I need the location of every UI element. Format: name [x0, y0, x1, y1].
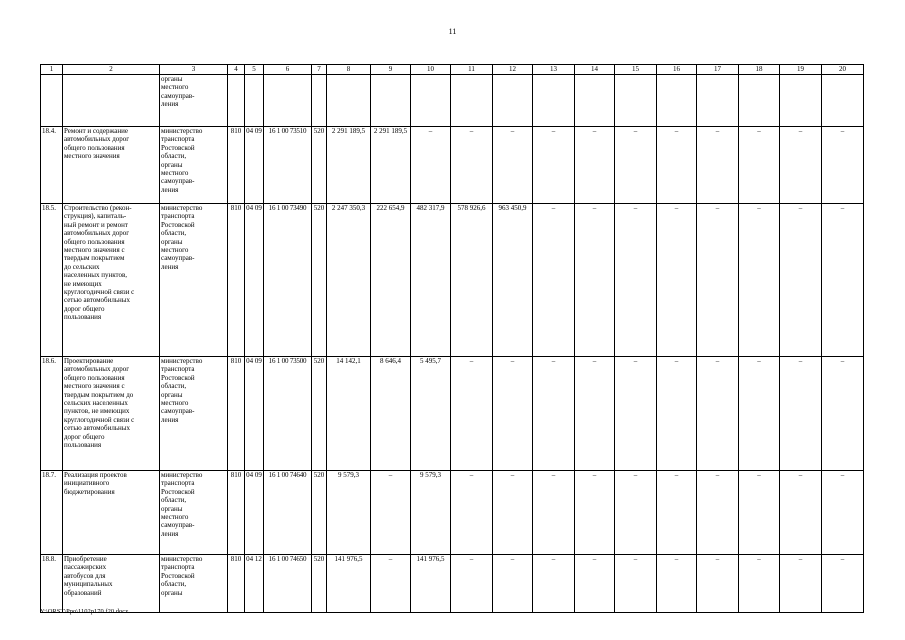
executor-line: самоуправ- — [161, 91, 195, 100]
item-name-line: дорог общего — [64, 432, 105, 441]
expense-type-cell: 520 — [312, 204, 327, 357]
executor-line: транспорта — [161, 135, 195, 144]
total-amount-cell: 14 142,1 — [327, 357, 371, 471]
executor-line: Ростовской — [161, 220, 195, 229]
item-name-line: автомобильных дорог — [64, 229, 130, 238]
table-row — [41, 204, 864, 357]
year-amount-cell: – — [451, 555, 493, 613]
column-number-cell: 3 — [160, 65, 228, 75]
empty-cell — [697, 75, 739, 127]
executor-line: органы — [161, 504, 183, 513]
year-amount-cell: – — [697, 357, 739, 471]
year-amount-cell: – — [533, 204, 575, 357]
executor-line: органы — [161, 237, 183, 246]
year-amount-cell: – — [739, 357, 780, 471]
table-row — [41, 127, 864, 204]
column-number-cell: 16 — [657, 65, 697, 75]
year-amount-cell: – — [697, 127, 739, 204]
item-name-line: автомобильных дорог — [64, 135, 130, 144]
year-amount-cell: – — [822, 357, 864, 471]
column-number-cell: 8 — [327, 65, 371, 75]
year-amount-cell: – — [739, 127, 780, 204]
executor-line: ления — [161, 262, 179, 271]
year-amount-cell: – — [697, 471, 739, 555]
year-amount-cell: – — [411, 127, 451, 204]
executor-line: ления — [161, 185, 179, 194]
table-row — [41, 471, 864, 555]
empty-cell — [780, 75, 822, 127]
item-name-line: сетью автомобильных — [64, 424, 130, 433]
executor-line: области, — [161, 152, 187, 161]
empty-cell — [493, 75, 533, 127]
item-name-line: общего пользования — [64, 237, 125, 246]
executor-line: Ростовской — [161, 487, 195, 496]
executor-line: области, — [161, 382, 187, 391]
year-amount-cell: 482 317,9 — [411, 204, 451, 357]
empty-cell — [739, 75, 780, 127]
empty-cell — [264, 75, 312, 127]
table-row — [41, 75, 864, 127]
executor-line: Ростовской — [161, 143, 195, 152]
year-amount-cell: 5 495,7 — [411, 357, 451, 471]
executor-line: самоуправ- — [161, 407, 195, 416]
target-article-cell: 16 1 00 73490 — [264, 204, 312, 357]
year-amount-cell: – — [533, 127, 575, 204]
year-amount-cell: – — [657, 471, 697, 555]
item-name-line: ный ремонт и ремонт — [64, 220, 128, 229]
executor-line: органы — [161, 160, 183, 169]
footer-file-path: Y:\ORST\Ppo\1102p170.f20.docx — [40, 608, 129, 615]
item-name-line: сельских населенных — [64, 399, 128, 408]
item-name-line: автобусов для — [64, 571, 106, 580]
year-amount-cell: – — [533, 357, 575, 471]
year-amount-cell: – — [780, 471, 822, 555]
table-row — [41, 555, 864, 613]
item-name-line: Проектирование — [64, 357, 114, 365]
year-amount-cell: – — [739, 555, 780, 613]
executor-line: области, — [161, 496, 187, 505]
executor-cell — [160, 357, 228, 471]
item-name-line: дорог общего — [64, 304, 105, 313]
item-name-cell — [63, 127, 160, 204]
year-amount-cell: – — [451, 471, 493, 555]
executor-cell — [160, 127, 228, 204]
executor-line: министерство — [161, 555, 203, 563]
column-number-cell: 20 — [822, 65, 864, 75]
item-name-line: населенных пунктов, — [64, 271, 128, 280]
expense-type-cell: 520 — [312, 127, 327, 204]
item-name-line: автомобильных дорог — [64, 365, 130, 374]
empty-cell — [245, 75, 264, 127]
empty-cell — [41, 75, 63, 127]
year-amount-cell: – — [739, 471, 780, 555]
executor-line: самоуправ- — [161, 177, 195, 186]
executor-cell — [160, 555, 228, 613]
item-name-cell — [63, 357, 160, 471]
section-code-cell: 04 12 — [245, 555, 264, 613]
expense-type-cell: 520 — [312, 357, 327, 471]
executor-line: Ростовской — [161, 373, 195, 382]
grbs-code-cell: 810 — [228, 471, 245, 555]
item-number-cell: 18.8. — [41, 555, 63, 613]
item-name-line: струкция), капиталь- — [64, 212, 127, 221]
item-name-line: бюджетирования — [64, 487, 115, 496]
executor-line: местного — [161, 83, 189, 92]
executor-line: транспорта — [161, 365, 195, 374]
year-amount-cell: – — [780, 127, 822, 204]
item-name-line: пользования — [64, 313, 102, 322]
page-number: 11 — [448, 27, 457, 36]
executor-line: местного — [161, 169, 189, 178]
year-amount-cell: – — [575, 555, 615, 613]
year-amount-cell: 2 291 189,5 — [371, 127, 411, 204]
executor-line: Ростовской — [161, 571, 195, 580]
year-amount-cell: 963 450,9 — [493, 204, 533, 357]
empty-cell — [371, 75, 411, 127]
item-name-line: общего пользования — [64, 143, 125, 152]
year-amount-cell: – — [533, 555, 575, 613]
empty-cell — [411, 75, 451, 127]
year-amount-cell: – — [575, 471, 615, 555]
target-article-cell: 16 1 00 74640 — [264, 471, 312, 555]
item-name-cell — [63, 555, 160, 613]
item-number-cell: 18.4. — [41, 127, 63, 204]
item-name-line: сетью автомобильных — [64, 296, 130, 305]
executor-line: местного — [161, 399, 189, 408]
executor-line: области, — [161, 580, 187, 589]
executor-line: ления — [161, 415, 179, 424]
column-number-cell: 18 — [739, 65, 780, 75]
year-amount-cell: – — [493, 357, 533, 471]
column-number-cell: 9 — [371, 65, 411, 75]
year-amount-cell: – — [780, 357, 822, 471]
item-name-line: пользования — [64, 441, 102, 450]
item-number-cell: 18.5. — [41, 204, 63, 357]
year-amount-cell: – — [451, 357, 493, 471]
item-name-line: Ремонт и содержание — [64, 127, 129, 135]
executor-line: министерство — [161, 127, 203, 135]
table-row — [41, 357, 864, 471]
executor-line: самоуправ- — [161, 521, 195, 530]
grbs-code-cell: 810 — [228, 357, 245, 471]
executor-line: области, — [161, 229, 187, 238]
empty-cell — [451, 75, 493, 127]
year-amount-cell: – — [697, 204, 739, 357]
column-number-cell: 14 — [575, 65, 615, 75]
item-name-line: местного значения — [64, 152, 120, 161]
executor-line: министерство — [161, 204, 203, 212]
grbs-code-cell: 810 — [228, 555, 245, 613]
year-amount-cell: – — [822, 127, 864, 204]
item-name-line: местного значения с — [64, 382, 125, 391]
target-article-cell: 16 1 00 73500 — [264, 357, 312, 471]
year-amount-cell: – — [657, 204, 697, 357]
year-amount-cell: – — [615, 555, 657, 613]
column-number-cell: 11 — [451, 65, 493, 75]
expense-type-cell: 520 — [312, 471, 327, 555]
item-number-cell: 18.7. — [41, 471, 63, 555]
column-number-cell: 15 — [615, 65, 657, 75]
executor-line: органы — [161, 588, 183, 597]
year-amount-cell: – — [657, 127, 697, 204]
total-amount-cell: 2 291 189,5 — [327, 127, 371, 204]
total-amount-cell: 141 976,5 — [327, 555, 371, 613]
empty-cell — [615, 75, 657, 127]
item-name-line: местного значения с — [64, 246, 125, 255]
column-number-cell: 10 — [411, 65, 451, 75]
item-name-line: Приобретение — [64, 555, 107, 563]
section-code-cell: 04 09 — [245, 471, 264, 555]
year-amount-cell: 222 654,9 — [371, 204, 411, 357]
total-amount-cell: 9 579,3 — [327, 471, 371, 555]
year-amount-cell: – — [451, 127, 493, 204]
grbs-code-cell: 810 — [228, 127, 245, 204]
executor-line: самоуправ- — [161, 254, 195, 263]
year-amount-cell: – — [657, 357, 697, 471]
year-amount-cell: – — [739, 204, 780, 357]
column-number-cell: 19 — [780, 65, 822, 75]
year-amount-cell: – — [615, 357, 657, 471]
executor-line: министерство — [161, 357, 203, 365]
empty-cell — [63, 75, 160, 127]
year-amount-cell: – — [371, 471, 411, 555]
column-number-cell: 6 — [264, 65, 312, 75]
executor-line: ления — [161, 529, 179, 538]
year-amount-cell: – — [615, 204, 657, 357]
year-amount-cell: – — [575, 357, 615, 471]
year-amount-cell: – — [780, 555, 822, 613]
total-amount-cell: 2 247 350,3 — [327, 204, 371, 357]
item-name-line: твердым покрытием — [64, 254, 125, 263]
section-code-cell: 04 09 — [245, 204, 264, 357]
budget-table — [40, 64, 864, 613]
empty-cell — [228, 75, 245, 127]
item-name-line: до сельских — [64, 262, 100, 271]
year-amount-cell: – — [822, 471, 864, 555]
year-amount-cell: – — [615, 127, 657, 204]
empty-cell — [575, 75, 615, 127]
column-number-cell: 1 — [41, 65, 63, 75]
item-name-line: Строительство (рекон- — [64, 204, 132, 212]
empty-cell — [657, 75, 697, 127]
year-amount-cell: – — [493, 471, 533, 555]
executor-cell — [160, 75, 228, 127]
year-amount-cell: 578 926,6 — [451, 204, 493, 357]
item-name-line: инициативного — [64, 479, 110, 488]
executor-line: транспорта — [161, 212, 195, 221]
column-number-cell: 17 — [697, 65, 739, 75]
empty-cell — [312, 75, 327, 127]
item-name-line: пунктов, не имеющих — [64, 407, 130, 416]
column-number-cell: 2 — [63, 65, 160, 75]
item-name-line: круглогодичной связи с — [64, 288, 135, 297]
item-name-line: муниципальных — [64, 580, 113, 589]
item-name-cell — [63, 204, 160, 357]
empty-cell — [533, 75, 575, 127]
column-number-cell: 13 — [533, 65, 575, 75]
year-amount-cell: – — [822, 555, 864, 613]
executor-line: ления — [161, 100, 179, 109]
year-amount-cell: – — [697, 555, 739, 613]
item-name-line: не имеющих — [64, 279, 102, 288]
year-amount-cell: 8 646,4 — [371, 357, 411, 471]
year-amount-cell: – — [780, 204, 822, 357]
item-number-cell: 18.6. — [41, 357, 63, 471]
empty-cell — [822, 75, 864, 127]
column-number-cell: 12 — [493, 65, 533, 75]
year-amount-cell: – — [575, 127, 615, 204]
year-amount-cell: 9 579,3 — [411, 471, 451, 555]
item-name-line: круглогодичной связи с — [64, 415, 135, 424]
column-number-cell: 4 — [228, 65, 245, 75]
year-amount-cell: – — [615, 471, 657, 555]
item-name-line: пассажирских — [64, 563, 107, 572]
year-amount-cell: – — [493, 127, 533, 204]
column-number-cell: 5 — [245, 65, 264, 75]
executor-line: местного — [161, 246, 189, 255]
year-amount-cell: – — [533, 471, 575, 555]
section-code-cell: 04 09 — [245, 357, 264, 471]
column-number-row — [41, 65, 864, 75]
item-name-line: твердым покрытием до — [64, 390, 134, 399]
year-amount-cell: 141 976,5 — [411, 555, 451, 613]
item-name-line: образований — [64, 588, 102, 597]
item-name-cell — [63, 471, 160, 555]
grbs-code-cell: 810 — [228, 204, 245, 357]
executor-line: органы — [161, 75, 183, 83]
year-amount-cell: – — [657, 555, 697, 613]
item-name-line: Реализация проектов — [64, 471, 127, 479]
expense-type-cell: 520 — [312, 555, 327, 613]
section-code-cell: 04 09 — [245, 127, 264, 204]
column-number-cell: 7 — [312, 65, 327, 75]
year-amount-cell: – — [822, 204, 864, 357]
year-amount-cell: – — [371, 555, 411, 613]
executor-line: транспорта — [161, 563, 195, 572]
empty-cell — [327, 75, 371, 127]
executor-cell — [160, 471, 228, 555]
year-amount-cell: – — [493, 555, 533, 613]
year-amount-cell: – — [575, 204, 615, 357]
item-name-line: общего пользования — [64, 373, 125, 382]
executor-line: министерство — [161, 471, 203, 479]
target-article-cell: 16 1 00 74650 — [264, 555, 312, 613]
executor-line: местного — [161, 513, 189, 522]
executor-cell — [160, 204, 228, 357]
target-article-cell: 16 1 00 73510 — [264, 127, 312, 204]
executor-line: органы — [161, 390, 183, 399]
executor-line: транспорта — [161, 479, 195, 488]
